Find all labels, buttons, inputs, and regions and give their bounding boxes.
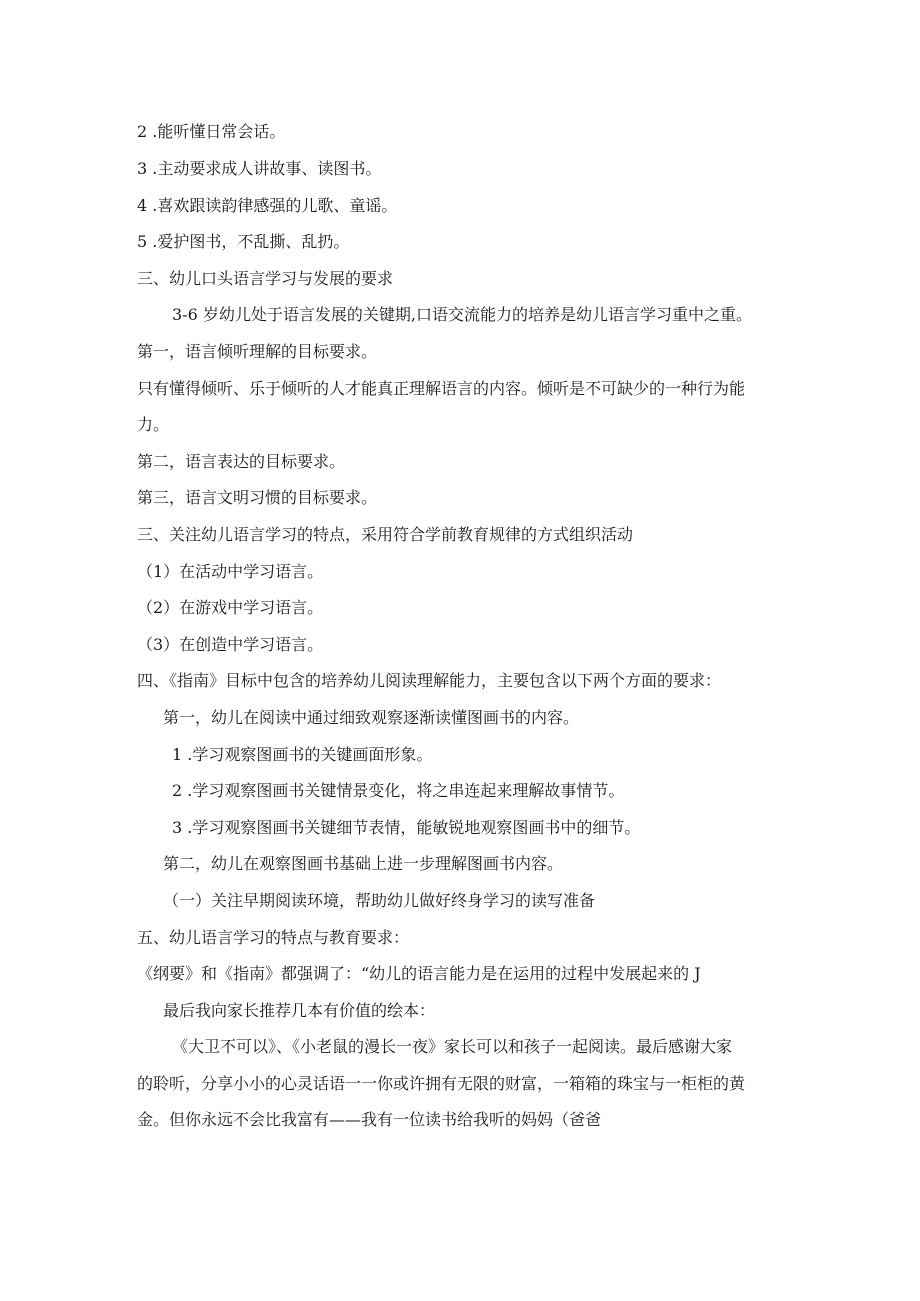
list-item-paren-1: （1）在活动中学习语言。 bbox=[137, 562, 324, 581]
subheading-reading-first: 第一，幼儿在阅读中通过细致观察逐渐读懂图画书的内容。 bbox=[163, 708, 580, 727]
section-heading-3a: 三、幼儿口头语言学习与发展的要求 bbox=[137, 269, 394, 288]
subheading-third: 第三，语言文明习惯的目标要求。 bbox=[137, 488, 378, 507]
list-item-paren-2: （2）在游戏中学习语言。 bbox=[137, 598, 324, 617]
subheading-reading-second: 第二，幼儿在观察图画书基础上进一步理解图画书内容。 bbox=[163, 854, 564, 873]
paragraph-listening: 只有懂得倾听、乐于倾听的人才能真正理解语言的内容。倾听是不可缺少的一种行为能 bbox=[137, 379, 746, 398]
paragraph-books: 《大卫不可以》、《小老鼠的漫长一夜》家长可以和孩子一起阅读。最后感谢大家 bbox=[172, 1037, 733, 1056]
paragraph-guidelines: 《纲要》和《指南》都强调了：“幼儿的语言能力是在运用的过程中发展起来的 J bbox=[137, 964, 701, 983]
section-heading-4: 四、《指南》目标中包含的培养幼儿阅读理解能力，主要包含以下两个方面的要求： bbox=[137, 671, 722, 690]
paragraph-recommend: 最后我向家长推荐几本有价值的绘本： bbox=[163, 1001, 436, 1020]
reading-item-1: 1 .学习观察图画书的关键画面形象。 bbox=[172, 745, 433, 764]
paragraph-books-cont-2: 金。但你永远不会比我富有——我有一位读书给我听的妈妈（爸爸 bbox=[137, 1110, 602, 1129]
reading-item-2: 2 .学习观察图画书关键情景变化，将之串连起来理解故事情节。 bbox=[172, 781, 625, 800]
list-item-2: 2 .能听懂日常会话。 bbox=[137, 122, 286, 141]
section-heading-5: 五、幼儿语言学习的特点与教育要求： bbox=[137, 928, 410, 947]
paragraph-listening-cont: 力。 bbox=[137, 415, 170, 434]
list-item-5: 5 .爱护图书，不乱撕、乱扔。 bbox=[137, 232, 350, 251]
subheading-early-reading: （一）关注早期阅读环境，帮助幼儿做好终身学习的读写准备 bbox=[163, 891, 596, 910]
paragraph-books-cont-1: 的聆听，分享小小的心灵话语一一你或许拥有无限的财富，一箱箱的珠宝与一柜柜的黄 bbox=[137, 1074, 746, 1093]
paragraph-intro: 3-6 岁幼儿处于语言发展的关键期,口语交流能力的培养是幼儿语言学习重中之重。 bbox=[172, 305, 752, 324]
subheading-second: 第二，语言表达的目标要求。 bbox=[137, 452, 346, 471]
list-item-paren-3: （3）在创造中学习语言。 bbox=[137, 635, 324, 654]
reading-item-3: 3 .学习观察图画书关键细节表情，能敏锐地观察图画书中的细节。 bbox=[172, 818, 641, 837]
list-item-3: 3 .主动要求成人讲故事、读图书。 bbox=[137, 159, 382, 178]
subheading-first: 第一，语言倾听理解的目标要求。 bbox=[137, 342, 378, 361]
section-heading-3b: 三、关注幼儿语言学习的特点，采用符合学前教育规律的方式组织活动 bbox=[137, 525, 634, 544]
list-item-4: 4 .喜欢跟读韵律感强的儿歌、童谣。 bbox=[137, 196, 398, 215]
